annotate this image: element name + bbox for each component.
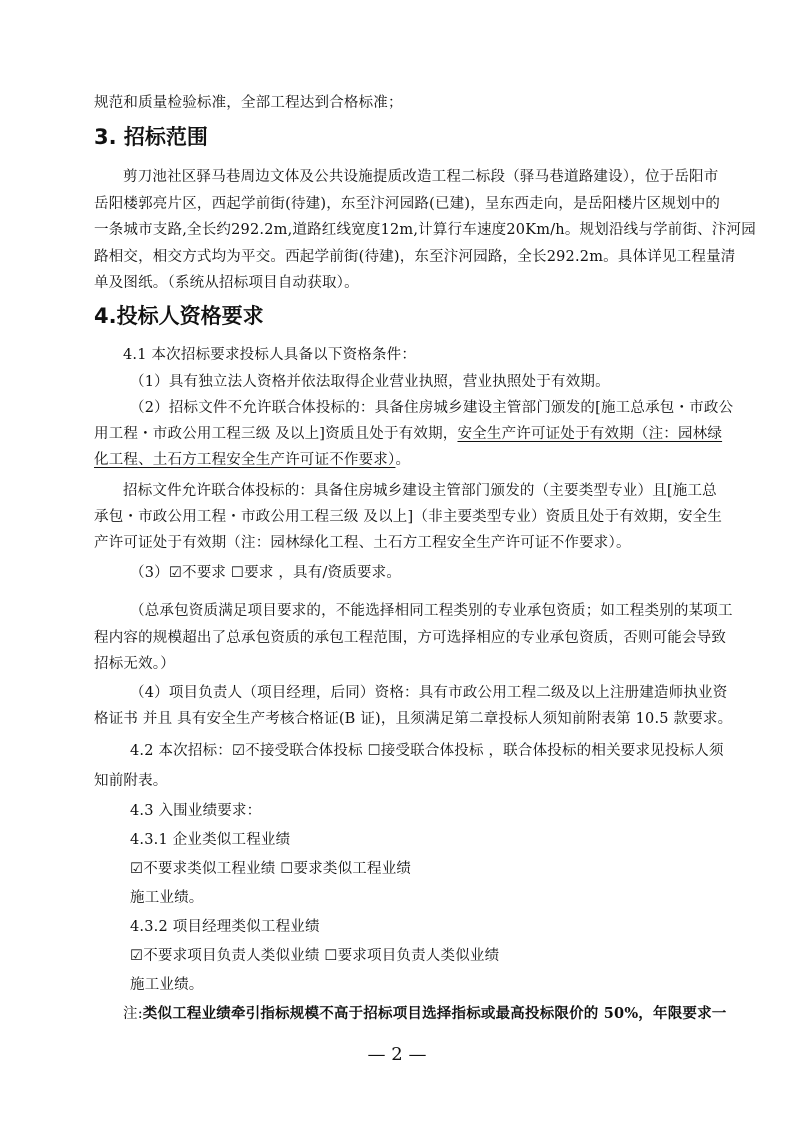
section-4-3-2-options: ☑不要求项目负责人类似业绩 ☐要求项目负责人类似业绩 bbox=[130, 948, 500, 964]
consortium-line-2: 承包・市政公用工程・市政公用工程三级 及以上]（非主要类型专业）资质且处于有效期，安全生 bbox=[94, 509, 723, 525]
note-line-2: 程内容的规模超出了总承包资质的承包工程范围，方可选择相应的专业承包资质，否则可能会导致 bbox=[94, 630, 727, 646]
section-4-3-1-options: ☑不要求类似工程业绩 ☐要求类似工程业绩 bbox=[130, 861, 412, 877]
note-line-1: （总承包资质满足项目要求的，不能选择相同工程类别的专业承包资质；如工程类别的某项工 bbox=[130, 603, 733, 619]
section-3-heading: 3. 招标范围 bbox=[94, 125, 208, 149]
scope-line-1: 剪刀池社区驿马巷周边文体及公共设施提质改造工程二标段（驿马巷道路建设），位于岳阳市 bbox=[123, 169, 719, 185]
note-bold-text: 类似工程业绩牵引指标规模不高于招标项目选择指标或最高投标限价的 50%，年限要求一 bbox=[142, 1005, 727, 1022]
qualification-item-1: （1）具有独立法人资格并依法取得企业营业执照，营业执照处于有效期。 bbox=[130, 374, 610, 390]
performance-note bbox=[123, 1004, 727, 1024]
scope-line-2: 岳阳楼郭亮片区，西起学前街(待建)，东至汴河园路(已建)，呈东西走向，是岳阳楼片区规划中的 bbox=[94, 196, 721, 212]
section-4-3-1: 4.3.1 企业类似工程业绩 bbox=[130, 832, 291, 848]
qualification-item-2-text: 用工程・市政公用工程三级 及以上]资质且处于有效期， bbox=[94, 426, 458, 442]
consortium-line-1: 招标文件允许联合体投标的：具备住房城乡建设主管部门颁发的（主要类型专业）且[施工总 bbox=[123, 483, 717, 499]
scope-line-5: 单及图纸。（系统从招标项目自动获取）。 bbox=[94, 275, 359, 291]
qualification-item-2-line-3 bbox=[94, 450, 410, 470]
note-prefix: 注: bbox=[123, 1006, 143, 1022]
safety-license-underlined-cont: 化工程、土石方工程安全生产许可证不作要求） bbox=[94, 452, 396, 468]
section-4-3: 4.3 入围业绩要求： bbox=[130, 803, 262, 819]
page-number: — 2 — bbox=[367, 1044, 427, 1065]
qualification-item-4-line-2: 格证书 并且 具有安全生产考核合格证(B 证)，且须满足第二章投标人须知前附表第 10.5 款要求。 bbox=[94, 711, 733, 727]
section-4-2-line-1: 4.2 本次招标：☑不接受联合体投标 ☐接受联合体投标 ，联合体投标的相关要求见投标人须 bbox=[130, 743, 724, 759]
qualification-item-2-line-1: （2）招标文件不允许联合体投标的：具备住房城乡建设主管部门颁发的[施工总承包・市政公 bbox=[130, 400, 734, 416]
scope-line-4: 路相交，相交方式均为平交。西起学前街(待建)，东至汴河园路，全长292.2m。具体详见工程量清 bbox=[94, 249, 736, 265]
qualification-item-3: （3）☑不要求 ☐要求 ，具有/资质要求。 bbox=[130, 565, 402, 581]
note-line-3: 招标无效。） bbox=[94, 656, 175, 672]
safety-license-underlined: 安全生产许可证处于有效期（注：园林绿 bbox=[457, 426, 723, 442]
section-4-3-1-tail: 施工业绩。 bbox=[130, 890, 204, 906]
section-4-2-line-2: 知前附表。 bbox=[94, 773, 168, 789]
qualification-intro: 4.1 本次招标要求投标人具备以下资格条件： bbox=[123, 347, 417, 363]
qualification-item-4-line-1: （4）项目负责人（项目经理，后同）资格：具有市政公用工程二级及以上注册建造师执业资 bbox=[130, 685, 728, 701]
scope-line-3: 一条城市支路,全长约292.2m,道路红线宽度12m,计算行车速度20Km/h。规划沿线与学前街、汴河园 bbox=[94, 222, 756, 238]
section-4-3-2: 4.3.2 项目经理类似工程业绩 bbox=[130, 919, 320, 935]
section-4-3-2-tail: 施工业绩。 bbox=[130, 977, 204, 993]
period: 。 bbox=[395, 452, 411, 468]
continued-line: 规范和质量检验标准，全部工程达到合格标准； bbox=[94, 95, 403, 111]
qualification-item-2-line-2 bbox=[94, 424, 722, 444]
section-4-heading: 4.投标人资格要求 bbox=[94, 304, 264, 328]
consortium-line-3: 产许可证处于有效期（注：园林绿化工程、土石方工程安全生产许可证不作要求）。 bbox=[94, 535, 631, 551]
